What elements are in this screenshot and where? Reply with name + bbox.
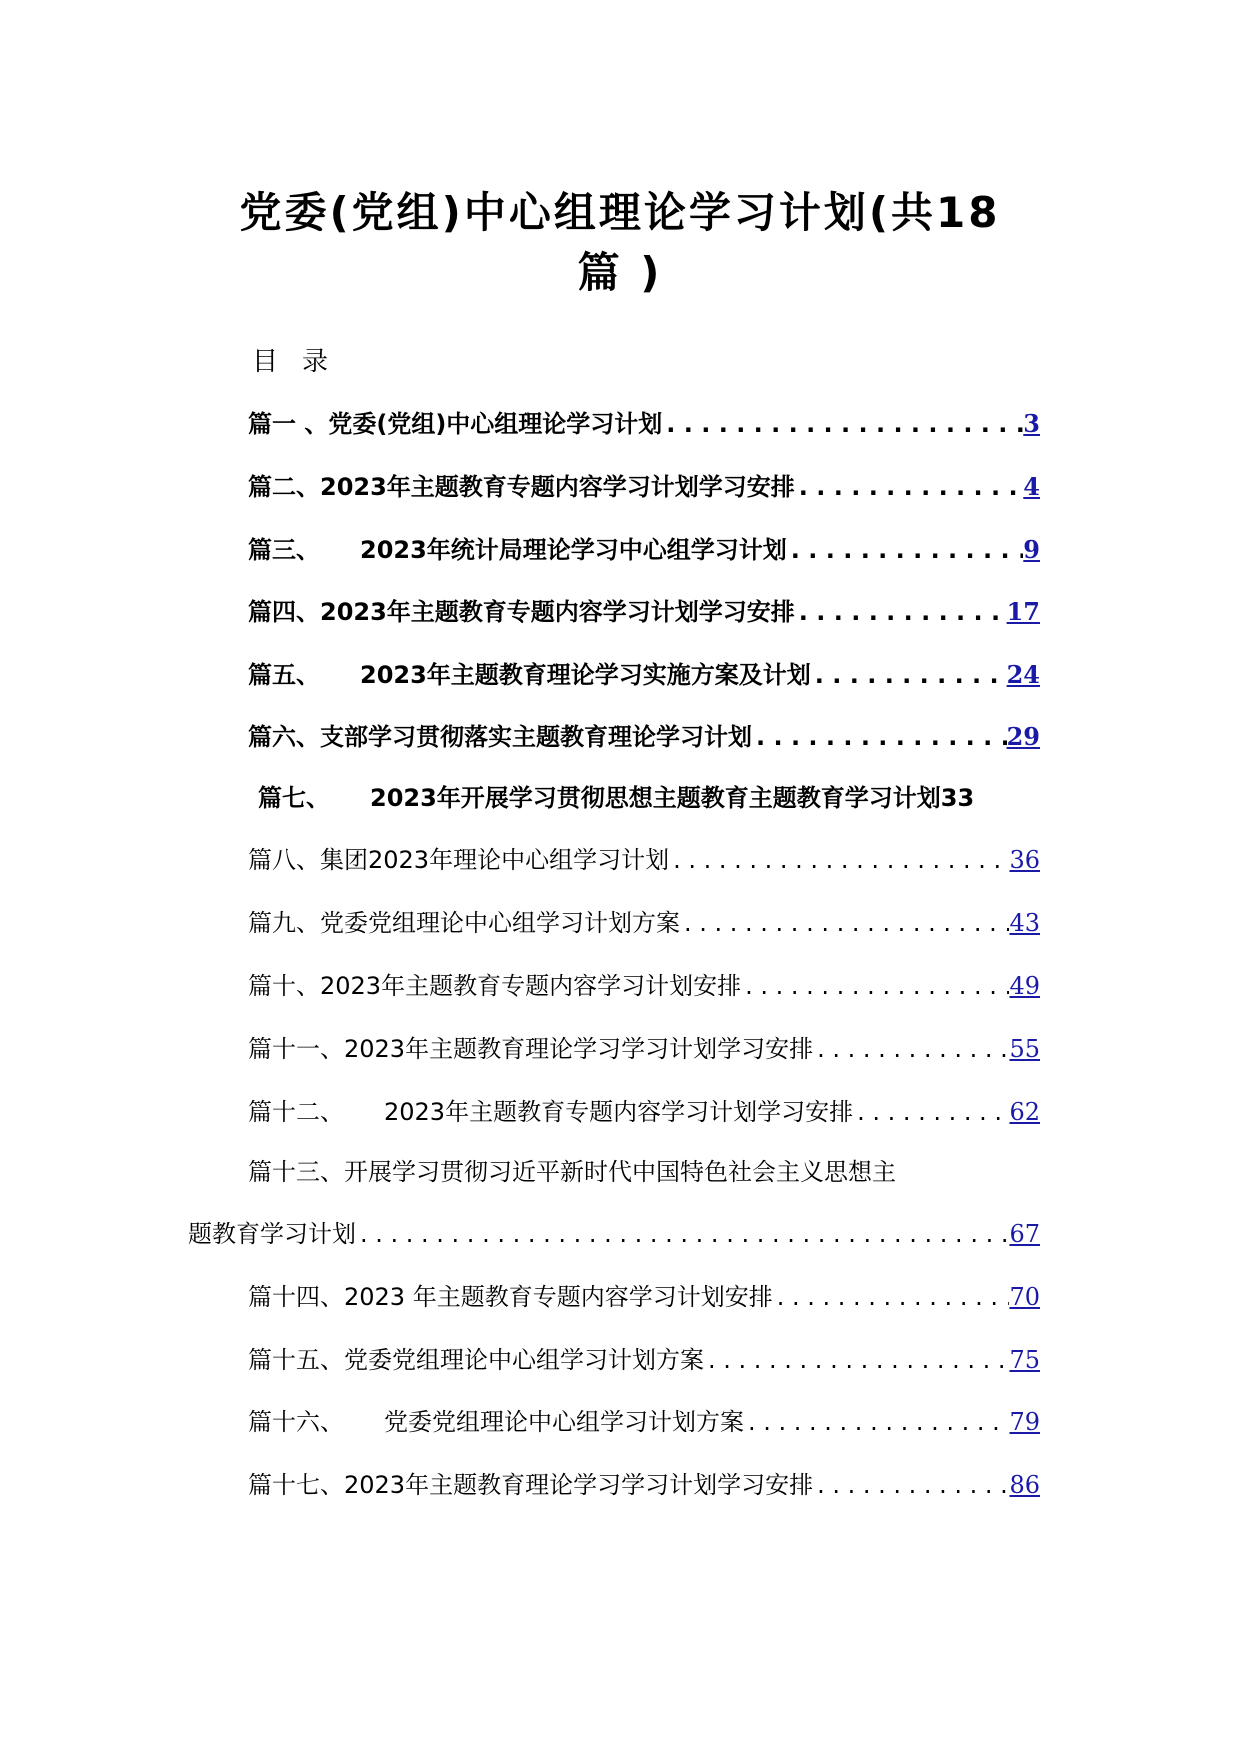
toc-leader-dots bbox=[356, 1214, 1009, 1254]
toc-entry-label: 篇十三、开展学习贯彻习近平新时代中国特色社会主义思想主 bbox=[248, 1158, 896, 1186]
toc-entry-label: 篇十六、 党委党组理论中心组学习计划方案 bbox=[248, 1408, 744, 1436]
toc-leader-dots bbox=[813, 1029, 1009, 1069]
toc-entry-label: 篇十四、2023 年主题教育专题内容学习计划安排 bbox=[248, 1283, 773, 1311]
toc-leader-dots bbox=[704, 1340, 1009, 1380]
toc-page-link[interactable]: 49 bbox=[1009, 972, 1040, 1000]
toc-leader-dots bbox=[795, 467, 1024, 507]
toc-entry-label: 篇十、2023年主题教育专题内容学习计划安排 bbox=[248, 972, 742, 1000]
toc-page-link[interactable]: 3 bbox=[1023, 409, 1040, 438]
toc-leader-dots bbox=[752, 717, 1007, 757]
toc-page-link[interactable]: 29 bbox=[1006, 722, 1040, 751]
toc-entry-1[interactable] bbox=[248, 404, 1040, 444]
toc-entry-5[interactable] bbox=[248, 655, 1040, 695]
toc-page-link[interactable]: 62 bbox=[1009, 1098, 1040, 1126]
toc-page-link[interactable]: 75 bbox=[1009, 1346, 1040, 1374]
toc-entry-label: 篇六、支部学习贯彻落实主题教育理论学习计划 bbox=[248, 723, 752, 751]
toc-entry-9[interactable] bbox=[248, 903, 1040, 943]
toc-page-link[interactable]: 4 bbox=[1023, 472, 1040, 501]
toc-entry-label: 篇一 、党委(党组)中心组理论学习计划 bbox=[248, 410, 663, 438]
toc-leader-dots bbox=[773, 1277, 1010, 1317]
toc-entry-label: 篇十二、 2023年主题教育专题内容学习计划学习安排 bbox=[248, 1098, 854, 1126]
toc-heading bbox=[252, 342, 330, 382]
toc-entry-11[interactable] bbox=[248, 1029, 1040, 1069]
toc-page-link[interactable]: 17 bbox=[1006, 597, 1040, 626]
toc-entry-4[interactable] bbox=[248, 592, 1040, 632]
toc-entry-label: 篇九、党委党组理论中心组学习计划方案 bbox=[248, 909, 680, 937]
toc-entry-label: 篇十七、2023年主题教育理论学习学习计划学习安排 bbox=[248, 1471, 814, 1499]
toc-entry-label: 篇七、 2023年开展学习贯彻思想主题教育主题教育学习计划 bbox=[258, 784, 941, 812]
toc-page-link[interactable]: 24 bbox=[1006, 660, 1040, 689]
toc-page-link[interactable]: 33 bbox=[940, 784, 975, 812]
toc-page-link[interactable]: 86 bbox=[1009, 1471, 1040, 1499]
toc-page-link[interactable]: 36 bbox=[1009, 846, 1040, 874]
toc-entry-label: 篇五、 2023年主题教育理论学习实施方案及计划 bbox=[248, 661, 811, 689]
toc-entry-label: 篇八、集团2023年理论中心组学习计划 bbox=[248, 846, 670, 874]
toc-entry-10[interactable] bbox=[248, 966, 1040, 1006]
toc-leader-dots bbox=[669, 840, 1009, 880]
toc-leader-dots bbox=[787, 530, 1024, 570]
toc-page-link[interactable]: 67 bbox=[1009, 1220, 1040, 1248]
toc-entry-label: 篇十一、2023年主题教育理论学习学习计划学习安排 bbox=[248, 1035, 814, 1063]
toc-entry-label: 篇十五、党委党组理论中心组学习计划方案 bbox=[248, 1346, 704, 1374]
toc-leader-dots bbox=[744, 1402, 1009, 1442]
document-title-line-1: 党委(党组)中心组理论学习计划(共18 bbox=[239, 188, 1001, 237]
toc-page-link[interactable]: 43 bbox=[1009, 909, 1040, 937]
toc-leader-dots bbox=[811, 655, 1007, 695]
toc-entry-12[interactable] bbox=[248, 1092, 1040, 1132]
toc-page-link[interactable]: 79 bbox=[1009, 1408, 1040, 1436]
toc-entry-13-line-1[interactable] bbox=[248, 1152, 1048, 1192]
toc-page-link[interactable]: 55 bbox=[1009, 1035, 1040, 1063]
toc-entry-3[interactable] bbox=[248, 530, 1040, 570]
toc-heading-char-2: 录 bbox=[302, 347, 331, 377]
toc-entry-8[interactable] bbox=[248, 840, 1040, 880]
toc-entry-15[interactable] bbox=[248, 1340, 1040, 1380]
toc-entry-16[interactable] bbox=[248, 1402, 1040, 1442]
toc-entry-17[interactable] bbox=[248, 1465, 1040, 1505]
toc-leader-dots bbox=[680, 903, 1009, 943]
toc-leader-dots bbox=[741, 966, 1009, 1006]
toc-entry-2[interactable] bbox=[248, 467, 1040, 507]
toc-leader-dots bbox=[662, 404, 1023, 444]
toc-entry-label: 篇三、 2023年统计局理论学习中心组学习计划 bbox=[248, 536, 787, 564]
toc-leader-dots bbox=[795, 592, 1007, 632]
toc-entry-7[interactable] bbox=[258, 778, 1058, 818]
toc-entry-6[interactable] bbox=[248, 717, 1040, 757]
document-title-line-2: 篇 ) bbox=[577, 248, 663, 297]
toc-entry-label: 篇四、2023年主题教育专题内容学习计划学习安排 bbox=[248, 598, 795, 626]
toc-heading-char-1: 目 bbox=[252, 347, 281, 377]
toc-entry-13-line-2[interactable] bbox=[188, 1214, 1040, 1254]
toc-leader-dots bbox=[853, 1092, 1009, 1132]
toc-entry-14[interactable] bbox=[248, 1277, 1040, 1317]
toc-page-link[interactable]: 9 bbox=[1023, 535, 1040, 564]
toc-page-link[interactable]: 70 bbox=[1009, 1283, 1040, 1311]
toc-entry-label: 篇二、2023年主题教育专题内容学习计划学习安排 bbox=[248, 473, 795, 501]
toc-entry-label-continued: 题教育学习计划 bbox=[188, 1220, 356, 1248]
toc-leader-dots bbox=[813, 1465, 1009, 1505]
